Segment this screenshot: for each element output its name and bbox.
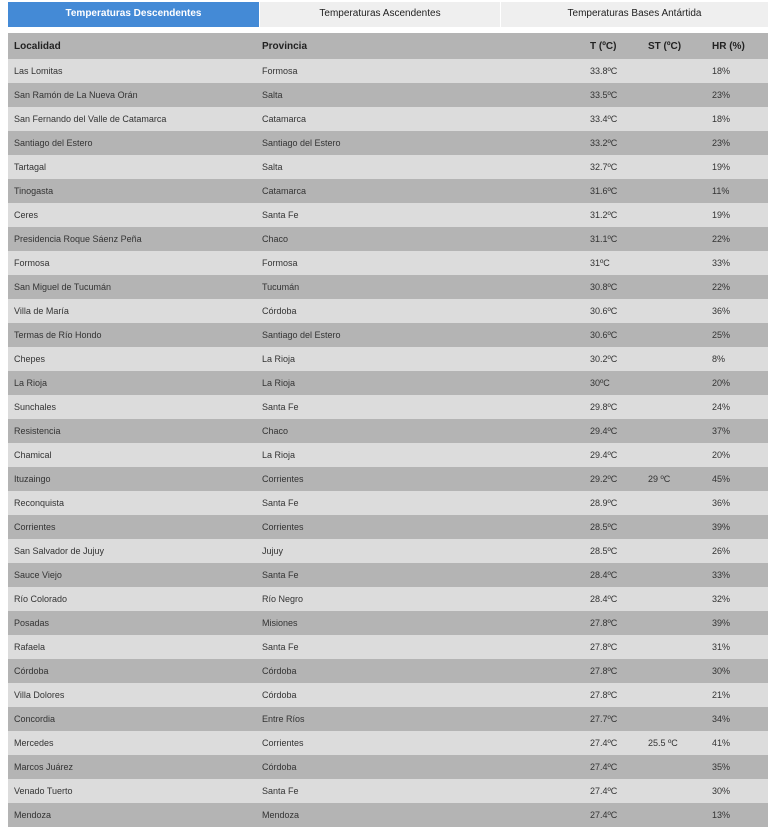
cell-humidity: 19% xyxy=(712,155,768,179)
tab-ascending[interactable]: Temperaturas Ascendentes xyxy=(260,2,501,27)
cell-locality: Presidencia Roque Sáenz Peña xyxy=(8,227,262,251)
cell-province: Santiago del Estero xyxy=(262,131,590,155)
cell-temperature: 28.5ºC xyxy=(590,515,648,539)
cell-temperature: 27.4ºC xyxy=(590,779,648,803)
cell-feels-like xyxy=(648,539,712,563)
cell-locality: San Salvador de Jujuy xyxy=(8,539,262,563)
table-row xyxy=(8,203,768,227)
cell-province: Chaco xyxy=(262,419,590,443)
cell-humidity: 32% xyxy=(712,587,768,611)
cell-temperature: 30.6ºC xyxy=(590,323,648,347)
cell-feels-like xyxy=(648,683,712,707)
cell-feels-like xyxy=(648,611,712,635)
table-row xyxy=(8,707,768,731)
table-row xyxy=(8,467,768,491)
table-row xyxy=(8,419,768,443)
cell-locality: Posadas xyxy=(8,611,262,635)
cell-locality: San Fernando del Valle de Catamarca xyxy=(8,107,262,131)
cell-temperature: 33.2ºC xyxy=(590,131,648,155)
cell-temperature: 28.4ºC xyxy=(590,587,648,611)
cell-locality: Reconquista xyxy=(8,491,262,515)
header-locality: Localidad xyxy=(8,33,262,59)
cell-humidity: 30% xyxy=(712,779,768,803)
table-row xyxy=(8,491,768,515)
cell-locality: Termas de Río Hondo xyxy=(8,323,262,347)
cell-temperature: 33.4ºC xyxy=(590,107,648,131)
table-row xyxy=(8,59,768,83)
table-row xyxy=(8,515,768,539)
cell-province: Catamarca xyxy=(262,107,590,131)
cell-province: Formosa xyxy=(262,59,590,83)
table-row xyxy=(8,347,768,371)
cell-feels-like xyxy=(648,371,712,395)
cell-feels-like xyxy=(648,659,712,683)
cell-humidity: 26% xyxy=(712,539,768,563)
cell-locality: Santiago del Estero xyxy=(8,131,262,155)
header-humidity: HR (%) xyxy=(712,33,768,59)
tab-antarctic-bases[interactable]: Temperaturas Bases Antártida xyxy=(567,8,702,19)
cell-feels-like xyxy=(648,443,712,467)
cell-province: Río Negro xyxy=(262,587,590,611)
cell-province: Corrientes xyxy=(262,467,590,491)
cell-temperature: 30.8ºC xyxy=(590,275,648,299)
temperature-table xyxy=(8,33,768,827)
table-row xyxy=(8,155,768,179)
cell-province: Santa Fe xyxy=(262,395,590,419)
cell-feels-like xyxy=(648,563,712,587)
cell-province: Chaco xyxy=(262,227,590,251)
cell-feels-like xyxy=(648,107,712,131)
cell-feels-like: 25.5 ºC xyxy=(648,731,712,755)
cell-humidity: 13% xyxy=(712,803,768,827)
cell-temperature: 27.4ºC xyxy=(590,803,648,827)
cell-province: La Rioja xyxy=(262,443,590,467)
cell-province: Córdoba xyxy=(262,659,590,683)
cell-province: Santa Fe xyxy=(262,563,590,587)
cell-locality: Chamical xyxy=(8,443,262,467)
cell-humidity: 11% xyxy=(712,179,768,203)
cell-province: Santa Fe xyxy=(262,491,590,515)
table-row xyxy=(8,755,768,779)
cell-temperature: 30ºC xyxy=(590,371,648,395)
cell-province: Córdoba xyxy=(262,683,590,707)
cell-temperature: 29.2ºC xyxy=(590,467,648,491)
cell-locality: Ituzaingo xyxy=(8,467,262,491)
cell-humidity: 36% xyxy=(712,299,768,323)
cell-temperature: 31.6ºC xyxy=(590,179,648,203)
cell-province: Santa Fe xyxy=(262,635,590,659)
cell-feels-like xyxy=(648,83,712,107)
cell-feels-like xyxy=(648,803,712,827)
cell-feels-like: 29 ºC xyxy=(648,467,712,491)
table-row xyxy=(8,371,768,395)
cell-temperature: 29.8ºC xyxy=(590,395,648,419)
cell-feels-like xyxy=(648,251,712,275)
cell-humidity: 33% xyxy=(712,251,768,275)
cell-feels-like xyxy=(648,491,712,515)
cell-feels-like xyxy=(648,203,712,227)
cell-province: Entre Ríos xyxy=(262,707,590,731)
table-header xyxy=(8,33,768,59)
cell-humidity: 20% xyxy=(712,443,768,467)
cell-temperature: 30.6ºC xyxy=(590,299,648,323)
table-row xyxy=(8,683,768,707)
cell-locality: Corrientes xyxy=(8,515,262,539)
table-row xyxy=(8,179,768,203)
cell-feels-like xyxy=(648,227,712,251)
cell-province: La Rioja xyxy=(262,347,590,371)
table-row xyxy=(8,107,768,131)
cell-humidity: 41% xyxy=(712,731,768,755)
tab-bar xyxy=(8,2,768,27)
cell-temperature: 27.8ºC xyxy=(590,659,648,683)
cell-humidity: 33% xyxy=(712,563,768,587)
cell-locality: Sunchales xyxy=(8,395,262,419)
cell-locality: San Ramón de La Nueva Orán xyxy=(8,83,262,107)
cell-feels-like xyxy=(648,155,712,179)
cell-locality: Villa Dolores xyxy=(8,683,262,707)
cell-province: Salta xyxy=(262,155,590,179)
cell-province: Tucumán xyxy=(262,275,590,299)
cell-feels-like xyxy=(648,419,712,443)
table-row xyxy=(8,395,768,419)
cell-temperature: 30.2ºC xyxy=(590,347,648,371)
cell-locality: Tinogasta xyxy=(8,179,262,203)
table-row xyxy=(8,443,768,467)
cell-temperature: 27.7ºC xyxy=(590,707,648,731)
table-row xyxy=(8,323,768,347)
table-row xyxy=(8,299,768,323)
cell-province: La Rioja xyxy=(262,371,590,395)
cell-feels-like xyxy=(648,587,712,611)
cell-humidity: 37% xyxy=(712,419,768,443)
cell-temperature: 27.4ºC xyxy=(590,755,648,779)
table-row xyxy=(8,539,768,563)
cell-temperature: 27.8ºC xyxy=(590,683,648,707)
cell-humidity: 35% xyxy=(712,755,768,779)
cell-humidity: 23% xyxy=(712,83,768,107)
cell-feels-like xyxy=(648,515,712,539)
cell-locality: Tartagal xyxy=(8,155,262,179)
cell-feels-like xyxy=(648,131,712,155)
cell-humidity: 22% xyxy=(712,275,768,299)
cell-locality: Venado Tuerto xyxy=(8,779,262,803)
table-row xyxy=(8,563,768,587)
cell-humidity: 8% xyxy=(712,347,768,371)
cell-locality: Córdoba xyxy=(8,659,262,683)
cell-locality: Marcos Juárez xyxy=(8,755,262,779)
cell-locality: Rafaela xyxy=(8,635,262,659)
cell-feels-like xyxy=(648,323,712,347)
table-row xyxy=(8,779,768,803)
cell-locality: Sauce Viejo xyxy=(8,563,262,587)
cell-province: Corrientes xyxy=(262,515,590,539)
cell-temperature: 33.8ºC xyxy=(590,59,648,83)
header-province: Provincia xyxy=(262,33,590,59)
header-temperature: T (ºC) xyxy=(590,33,648,59)
table-row xyxy=(8,131,768,155)
cell-temperature: 31.1ºC xyxy=(590,227,648,251)
cell-locality: Formosa xyxy=(8,251,262,275)
table-row xyxy=(8,611,768,635)
cell-province: Catamarca xyxy=(262,179,590,203)
cell-humidity: 34% xyxy=(712,707,768,731)
cell-humidity: 22% xyxy=(712,227,768,251)
cell-feels-like xyxy=(648,779,712,803)
cell-temperature: 33.5ºC xyxy=(590,83,648,107)
cell-locality: Mendoza xyxy=(8,803,262,827)
cell-province: Santa Fe xyxy=(262,203,590,227)
cell-feels-like xyxy=(648,395,712,419)
cell-locality: Chepes xyxy=(8,347,262,371)
cell-province: Córdoba xyxy=(262,755,590,779)
cell-locality: Río Colorado xyxy=(8,587,262,611)
cell-humidity: 45% xyxy=(712,467,768,491)
cell-humidity: 21% xyxy=(712,683,768,707)
cell-temperature: 28.4ºC xyxy=(590,563,648,587)
cell-humidity: 39% xyxy=(712,611,768,635)
cell-temperature: 29.4ºC xyxy=(590,419,648,443)
cell-temperature: 31ºC xyxy=(590,251,648,275)
header-feels-like: ST (ºC) xyxy=(648,33,712,59)
cell-temperature: 28.5ºC xyxy=(590,539,648,563)
table-row xyxy=(8,731,768,755)
cell-humidity: 23% xyxy=(712,131,768,155)
tab-descending[interactable]: Temperaturas Descendentes xyxy=(8,2,260,27)
cell-locality: Ceres xyxy=(8,203,262,227)
table-row xyxy=(8,251,768,275)
table-row xyxy=(8,803,768,827)
cell-temperature: 27.8ºC xyxy=(590,635,648,659)
cell-locality: La Rioja xyxy=(8,371,262,395)
cell-temperature: 31.2ºC xyxy=(590,203,648,227)
cell-feels-like xyxy=(648,179,712,203)
cell-province: Mendoza xyxy=(262,803,590,827)
cell-province: Salta xyxy=(262,83,590,107)
cell-feels-like xyxy=(648,635,712,659)
cell-locality: Villa de María xyxy=(8,299,262,323)
table-row xyxy=(8,659,768,683)
cell-province: Jujuy xyxy=(262,539,590,563)
cell-locality: Mercedes xyxy=(8,731,262,755)
cell-temperature: 27.8ºC xyxy=(590,611,648,635)
cell-feels-like xyxy=(648,59,712,83)
cell-feels-like xyxy=(648,347,712,371)
cell-temperature: 32.7ºC xyxy=(590,155,648,179)
cell-humidity: 18% xyxy=(712,107,768,131)
cell-province: Misiones xyxy=(262,611,590,635)
cell-province: Corrientes xyxy=(262,731,590,755)
cell-locality: Las Lomitas xyxy=(8,59,262,83)
cell-feels-like xyxy=(648,275,712,299)
cell-province: Santa Fe xyxy=(262,779,590,803)
cell-temperature: 28.9ºC xyxy=(590,491,648,515)
cell-locality: Concordia xyxy=(8,707,262,731)
table-row xyxy=(8,227,768,251)
table-row xyxy=(8,635,768,659)
cell-feels-like xyxy=(648,299,712,323)
cell-province: Formosa xyxy=(262,251,590,275)
cell-humidity: 25% xyxy=(712,323,768,347)
cell-humidity: 39% xyxy=(712,515,768,539)
cell-locality: Resistencia xyxy=(8,419,262,443)
cell-humidity: 20% xyxy=(712,371,768,395)
cell-locality: San Miguel de Tucumán xyxy=(8,275,262,299)
table-row xyxy=(8,83,768,107)
table-row xyxy=(8,275,768,299)
cell-feels-like xyxy=(648,707,712,731)
cell-province: Santiago del Estero xyxy=(262,323,590,347)
cell-humidity: 24% xyxy=(712,395,768,419)
cell-humidity: 30% xyxy=(712,659,768,683)
cell-humidity: 19% xyxy=(712,203,768,227)
cell-temperature: 27.4ºC xyxy=(590,731,648,755)
cell-humidity: 31% xyxy=(712,635,768,659)
cell-feels-like xyxy=(648,755,712,779)
cell-temperature: 29.4ºC xyxy=(590,443,648,467)
cell-province: Córdoba xyxy=(262,299,590,323)
cell-humidity: 36% xyxy=(712,491,768,515)
cell-humidity: 18% xyxy=(712,59,768,83)
table-row xyxy=(8,587,768,611)
